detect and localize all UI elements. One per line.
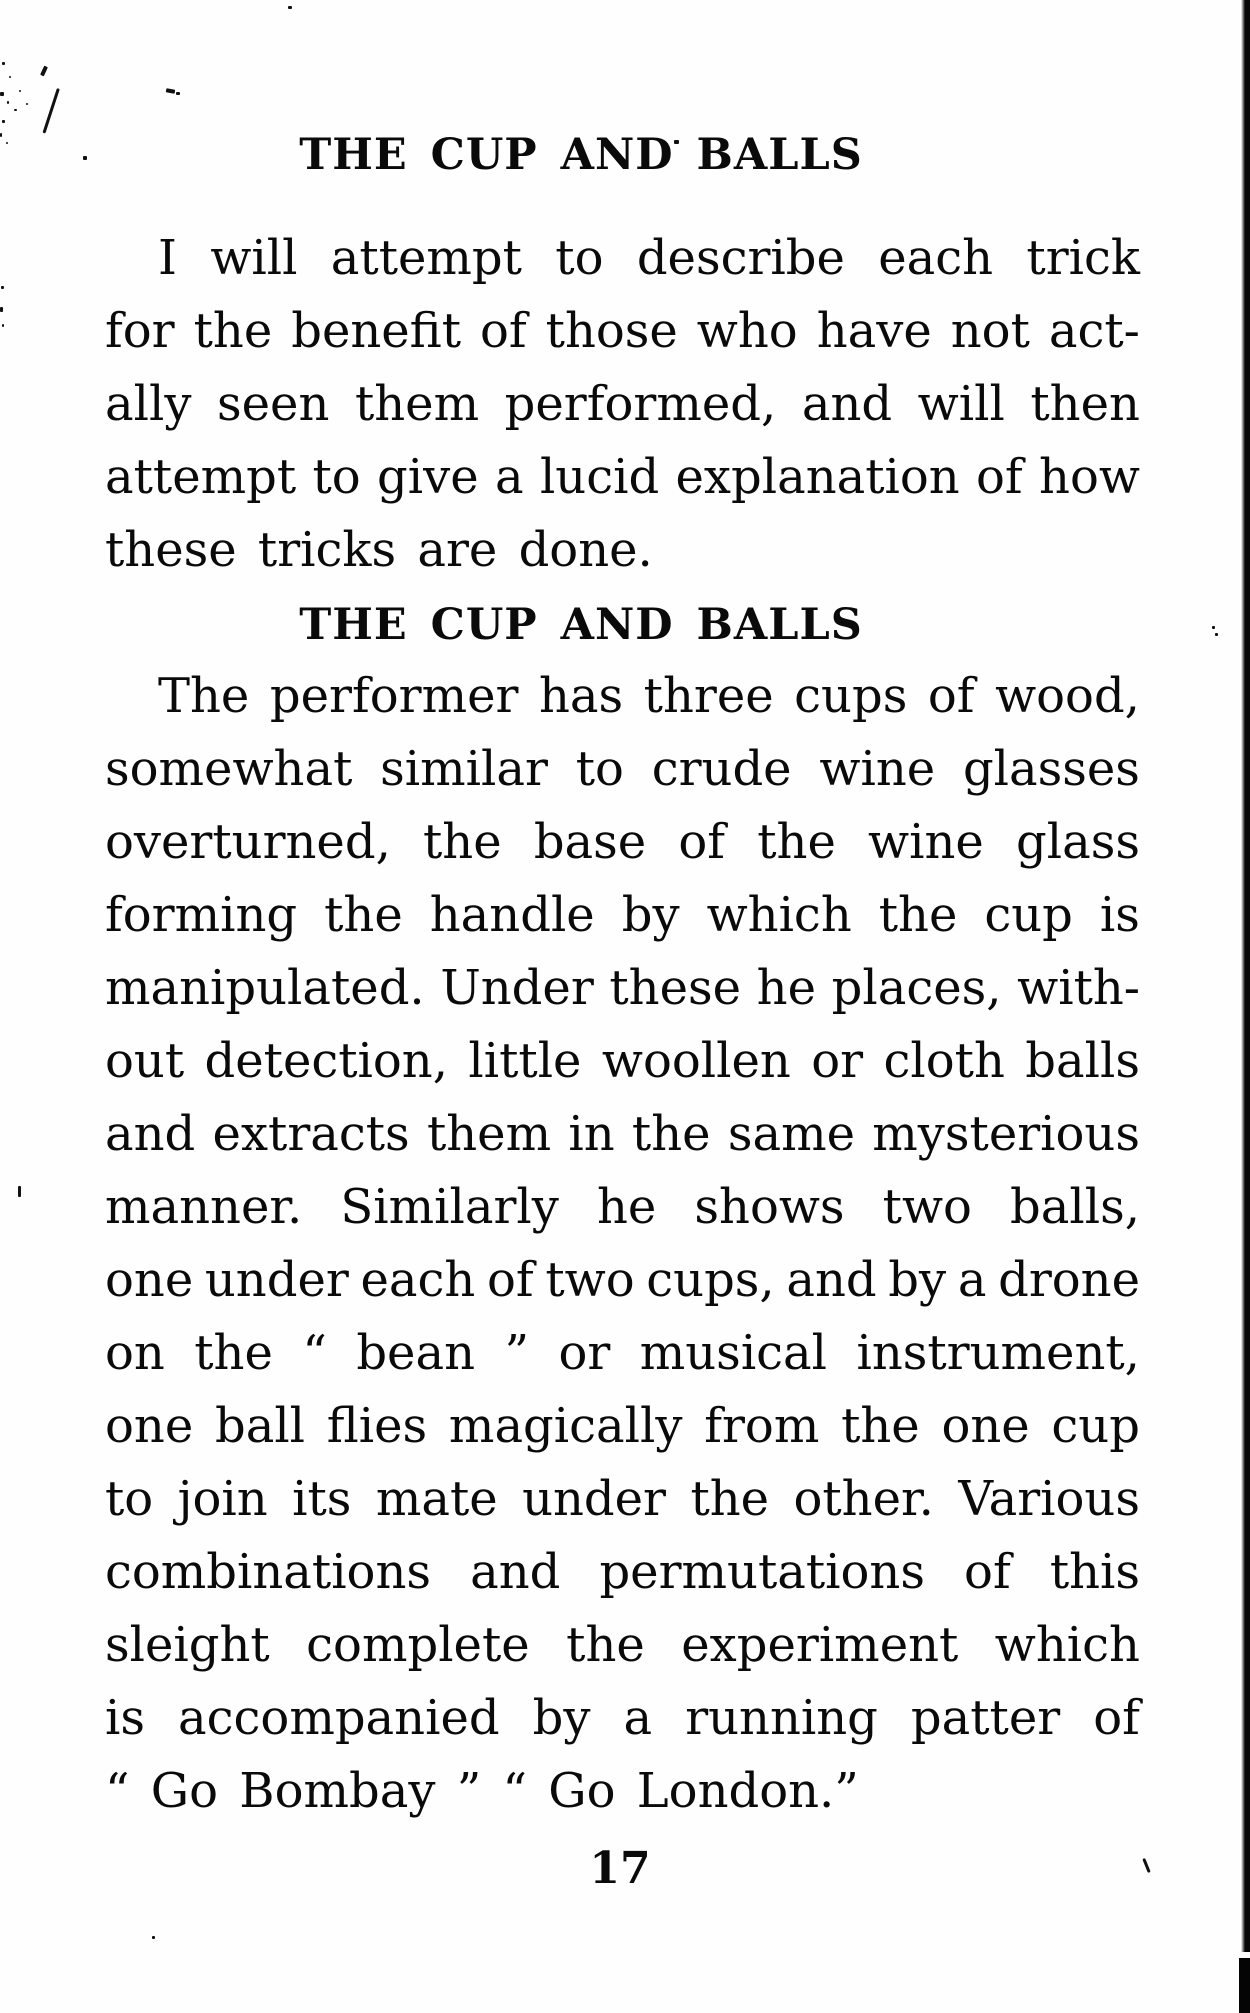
word: which	[994, 1617, 1140, 1673]
text-line	[105, 733, 1140, 806]
word: cups,	[646, 1252, 775, 1308]
text-line	[105, 295, 1140, 368]
word: the	[841, 1398, 920, 1454]
word: and	[470, 1544, 561, 1600]
word: glass	[1016, 814, 1140, 870]
word: ”	[504, 1325, 529, 1381]
scan-pen-stroke	[42, 88, 59, 134]
word: instrument,	[856, 1325, 1140, 1381]
text-line	[105, 441, 1140, 514]
word: one	[105, 1252, 194, 1308]
word: detection,	[204, 1033, 448, 1089]
word: Various	[958, 1471, 1140, 1527]
word: crude	[651, 741, 792, 797]
text-line	[105, 660, 1140, 733]
word: under	[204, 1252, 349, 1308]
word: by	[621, 887, 680, 943]
word: cup	[1051, 1398, 1140, 1454]
word: give	[377, 449, 479, 505]
word: trick	[1026, 230, 1140, 286]
word: a	[623, 1690, 653, 1746]
word: lucid	[539, 449, 660, 505]
word: ball	[214, 1398, 306, 1454]
word: cup	[984, 887, 1073, 943]
word: to	[575, 741, 624, 797]
word: is	[105, 1690, 145, 1746]
word: with-	[1017, 960, 1140, 1016]
word: then	[1030, 376, 1140, 432]
text-line: these tricks are done.	[105, 522, 653, 578]
scan-speckle	[7, 101, 9, 104]
word: or	[811, 1033, 864, 1089]
word: patter	[910, 1690, 1061, 1746]
word: to	[105, 1471, 154, 1527]
word: attempt	[330, 230, 522, 286]
word: cups	[794, 668, 908, 724]
text-line	[105, 1463, 1140, 1536]
word: under	[522, 1471, 666, 1527]
paragraph-1	[105, 222, 1140, 587]
word: accompanied	[178, 1690, 500, 1746]
word: similar	[380, 741, 548, 797]
word: of	[486, 1252, 534, 1308]
word: to	[555, 230, 604, 286]
word: or	[558, 1325, 611, 1381]
word: bean	[356, 1325, 475, 1381]
word: the	[757, 814, 836, 870]
word: its	[292, 1471, 352, 1527]
word: and	[801, 376, 893, 432]
word: same	[727, 1106, 855, 1162]
word: has	[538, 668, 624, 724]
word: by	[888, 1252, 947, 1308]
word: balls	[1025, 1033, 1140, 1089]
word: by	[532, 1690, 591, 1746]
text-line	[105, 1098, 1140, 1171]
scan-speckle	[1, 286, 4, 289]
word: have	[816, 303, 932, 359]
scan-speckle	[1212, 626, 1215, 629]
paragraph-2	[105, 660, 1140, 1828]
word: two	[545, 1252, 635, 1308]
scan-speckle	[26, 103, 28, 105]
word: the	[423, 814, 502, 870]
word: he	[596, 1179, 657, 1235]
word: magically	[448, 1398, 683, 1454]
word: who	[696, 303, 798, 359]
word: combinations	[105, 1544, 431, 1600]
word: and	[105, 1106, 196, 1162]
word: the	[324, 887, 403, 943]
scan-speckle	[14, 109, 17, 111]
page-heading: THE CUP AND BALLS	[299, 130, 863, 180]
text-line	[105, 1536, 1140, 1609]
word: seen	[217, 376, 330, 432]
word: and	[786, 1252, 877, 1308]
page-number: 17	[589, 1843, 651, 1894]
word: each	[360, 1252, 476, 1308]
word: wood,	[995, 668, 1140, 724]
word: forming	[105, 887, 298, 943]
word: them	[426, 1106, 552, 1162]
word: extracts	[212, 1106, 410, 1162]
word: somewhat	[105, 741, 353, 797]
word: of	[479, 303, 527, 359]
text-line	[105, 952, 1140, 1025]
word: wine	[868, 814, 984, 870]
word: The	[158, 668, 250, 724]
word: on	[105, 1325, 165, 1381]
word: performed,	[504, 376, 777, 432]
word: join	[177, 1471, 268, 1527]
word: of	[1093, 1690, 1140, 1746]
word: is	[1099, 887, 1140, 943]
word: ally	[105, 376, 192, 432]
word: will	[210, 230, 298, 286]
word: places,	[831, 960, 1002, 1016]
word: experiment	[681, 1617, 959, 1673]
word: woollen	[601, 1033, 791, 1089]
page-gutter-shadow	[1241, 0, 1250, 1952]
word: to	[312, 449, 361, 505]
word: permutations	[599, 1544, 925, 1600]
word: this	[1049, 1544, 1140, 1600]
word: act-	[1048, 303, 1140, 359]
word: little	[468, 1033, 582, 1089]
word: out	[105, 1033, 185, 1089]
scan-speckle	[1215, 633, 1218, 636]
word: running	[685, 1690, 878, 1746]
word: Under	[440, 960, 594, 1016]
word: each	[878, 230, 994, 286]
page-gutter-shadow-foot	[1239, 1958, 1250, 2013]
word: he	[756, 960, 816, 1016]
text-line	[105, 1025, 1140, 1098]
word: will	[917, 376, 1005, 432]
text-line	[105, 222, 1140, 295]
word: for	[105, 303, 175, 359]
scan-speckle	[166, 88, 176, 94]
word: balls,	[1010, 1179, 1140, 1235]
text-line	[105, 879, 1140, 952]
word: of	[964, 1544, 1011, 1600]
word: the	[690, 1471, 770, 1527]
text-line	[105, 1317, 1140, 1390]
scan-speckle	[0, 307, 3, 312]
scan-speckle	[19, 90, 21, 92]
word: I	[158, 230, 177, 286]
scan-speckle	[288, 6, 292, 9]
scan-speckle	[2, 120, 5, 123]
text-line	[105, 1171, 1140, 1244]
word: the	[193, 303, 273, 359]
word: of	[976, 449, 1023, 505]
scan-speckle	[152, 1936, 155, 1939]
word: describe	[636, 230, 845, 286]
word: overturned,	[105, 814, 391, 870]
scan-tick-mark	[40, 66, 48, 77]
word: those	[545, 303, 678, 359]
scan-speckle	[2, 324, 4, 327]
word: shows	[694, 1179, 845, 1235]
scan-tick-mark	[18, 1186, 21, 1197]
word: benefit	[291, 303, 461, 359]
text-line	[105, 806, 1140, 879]
scan-speckle	[2, 62, 5, 65]
text-line	[105, 1682, 1140, 1755]
word: wine	[819, 741, 936, 797]
word: not	[950, 303, 1030, 359]
text-line	[105, 1609, 1140, 1682]
word: from	[704, 1398, 820, 1454]
word: which	[706, 887, 852, 943]
word: complete	[306, 1617, 530, 1673]
word: the	[566, 1617, 645, 1673]
text-line	[105, 368, 1140, 441]
word: musical	[639, 1325, 828, 1381]
word: the	[631, 1106, 711, 1162]
text-line: “ Go Bombay ” “ Go London.”	[105, 1763, 859, 1819]
word: Similarly	[340, 1179, 559, 1235]
word: glasses	[962, 741, 1140, 797]
word: these	[609, 960, 742, 1016]
word: of	[927, 668, 975, 724]
word: cloth	[883, 1033, 1005, 1089]
word: of	[678, 814, 726, 870]
word: one	[941, 1398, 1030, 1454]
scan-speckle	[176, 92, 180, 95]
word: mysterious	[872, 1106, 1140, 1162]
word: handle	[429, 887, 595, 943]
word: a	[494, 449, 524, 505]
word: them	[354, 376, 480, 432]
word: mate	[375, 1471, 498, 1527]
word: flies	[326, 1398, 428, 1454]
text-line	[105, 1390, 1140, 1463]
word: “	[302, 1325, 327, 1381]
text-line	[105, 1244, 1140, 1317]
word: drone	[998, 1252, 1140, 1308]
scan-speckle	[0, 92, 4, 96]
word: three	[643, 668, 774, 724]
word: a	[957, 1252, 987, 1308]
word: one	[105, 1398, 194, 1454]
word: performer	[269, 668, 519, 724]
word: attempt	[105, 449, 297, 505]
word: explanation	[675, 449, 960, 505]
word: in	[568, 1106, 615, 1162]
section-heading: THE CUP AND BALLS	[299, 600, 863, 650]
word: manipulated.	[105, 960, 425, 1016]
word: sleight	[105, 1617, 270, 1673]
scan-speckle	[9, 76, 11, 78]
word: base	[533, 814, 647, 870]
word: the	[878, 887, 958, 943]
word: the	[194, 1325, 273, 1381]
word: how	[1039, 449, 1140, 505]
word: two	[882, 1179, 972, 1235]
word: manner.	[105, 1179, 303, 1235]
word: other.	[793, 1471, 934, 1527]
